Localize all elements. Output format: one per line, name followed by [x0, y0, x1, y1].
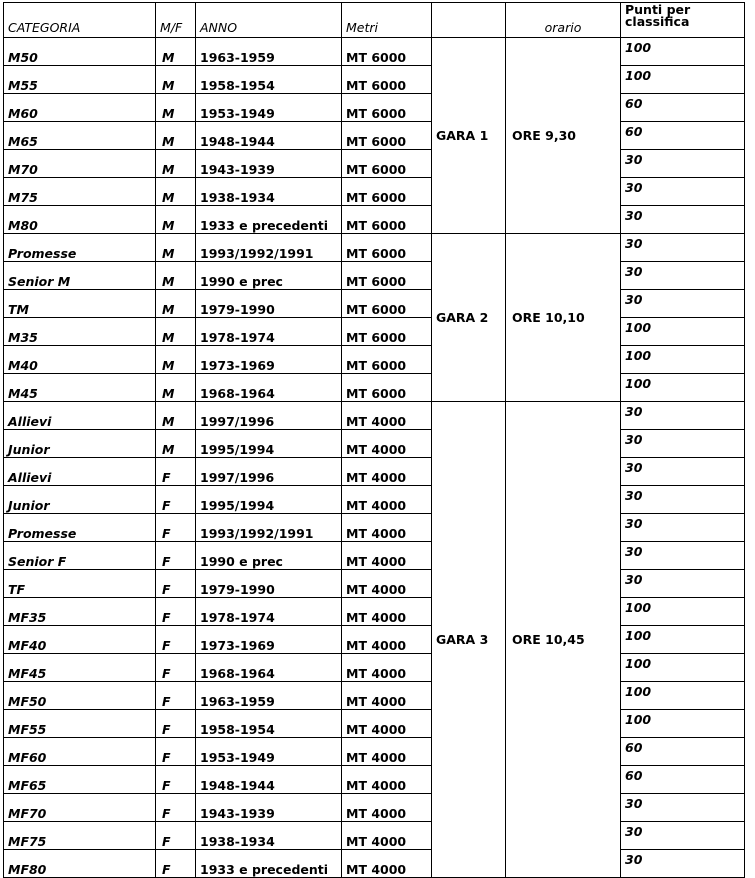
cell-punti: 100	[621, 626, 745, 654]
cell-categoria: TF	[4, 570, 156, 598]
cell-punti: 100	[621, 682, 745, 710]
cell-metri: MT 4000	[342, 402, 432, 430]
cell-metri: MT 4000	[342, 626, 432, 654]
cell-punti: 30	[621, 150, 745, 178]
cell-metri: MT 4000	[342, 430, 432, 458]
cell-mf: M	[156, 318, 196, 346]
cell-orario: ORE 9,30	[506, 38, 621, 234]
cell-anno: 1958-1954	[196, 710, 342, 738]
table-row	[4, 542, 745, 570]
cell-mf: M	[156, 234, 196, 262]
cell-punti: 30	[621, 850, 745, 878]
table-row	[4, 206, 745, 234]
cell-punti: 30	[621, 514, 745, 542]
cell-categoria: MF80	[4, 850, 156, 878]
cell-metri: MT 6000	[342, 178, 432, 206]
cell-metri: MT 6000	[342, 346, 432, 374]
cell-metri: MT 6000	[342, 66, 432, 94]
cell-mf: M	[156, 430, 196, 458]
cell-anno: 1993/1992/1991	[196, 514, 342, 542]
table-row	[4, 346, 745, 374]
table-row	[4, 402, 745, 430]
cell-mf: F	[156, 458, 196, 486]
table-row	[4, 94, 745, 122]
cell-punti: 100	[621, 66, 745, 94]
cell-metri: MT 6000	[342, 290, 432, 318]
cell-punti: 30	[621, 234, 745, 262]
table-header	[4, 3, 745, 38]
header-gara	[432, 3, 506, 38]
cell-punti: 100	[621, 318, 745, 346]
cell-punti: 100	[621, 346, 745, 374]
cell-metri: MT 4000	[342, 542, 432, 570]
cell-mf: F	[156, 738, 196, 766]
cell-mf: F	[156, 850, 196, 878]
cell-metri: MT 6000	[342, 38, 432, 66]
cell-categoria: MF60	[4, 738, 156, 766]
cell-metri: MT 6000	[342, 206, 432, 234]
table-row	[4, 794, 745, 822]
cell-anno: 1979-1990	[196, 570, 342, 598]
table-row	[4, 570, 745, 598]
cell-punti: 30	[621, 430, 745, 458]
cell-punti: 30	[621, 822, 745, 850]
header-orario: orario	[506, 3, 621, 38]
cell-gara: GARA 3	[432, 402, 506, 878]
cell-punti: 60	[621, 738, 745, 766]
cell-categoria: Junior	[4, 486, 156, 514]
table-row	[4, 150, 745, 178]
cell-punti: 30	[621, 178, 745, 206]
cell-punti: 30	[621, 262, 745, 290]
cell-categoria: MF40	[4, 626, 156, 654]
cell-metri: MT 4000	[342, 570, 432, 598]
table-row	[4, 850, 745, 878]
table-row	[4, 290, 745, 318]
cell-categoria: M75	[4, 178, 156, 206]
table-row	[4, 598, 745, 626]
cell-categoria: Senior F	[4, 542, 156, 570]
cell-mf: M	[156, 94, 196, 122]
header-row	[4, 3, 745, 38]
cell-anno: 1995/1994	[196, 430, 342, 458]
cell-punti: 100	[621, 38, 745, 66]
cell-anno: 1933 e precedenti	[196, 850, 342, 878]
cell-metri: MT 6000	[342, 150, 432, 178]
cell-punti: 100	[621, 598, 745, 626]
cell-punti: 100	[621, 710, 745, 738]
cell-metri: MT 4000	[342, 766, 432, 794]
cell-punti: 30	[621, 486, 745, 514]
table-row	[4, 458, 745, 486]
cell-mf: F	[156, 682, 196, 710]
cell-mf: M	[156, 346, 196, 374]
cell-categoria: MF70	[4, 794, 156, 822]
cell-orario: ORE 10,45	[506, 402, 621, 878]
cell-anno: 1948-1944	[196, 766, 342, 794]
cell-categoria: M35	[4, 318, 156, 346]
cell-mf: F	[156, 822, 196, 850]
cell-anno: 1973-1969	[196, 346, 342, 374]
header-punti	[621, 3, 745, 38]
cell-mf: M	[156, 150, 196, 178]
cell-categoria: M50	[4, 38, 156, 66]
cell-categoria: MF75	[4, 822, 156, 850]
header-punti-line2: classifica	[625, 14, 690, 29]
table-row	[4, 710, 745, 738]
cell-anno: 1997/1996	[196, 402, 342, 430]
cell-metri: MT 4000	[342, 794, 432, 822]
cell-mf: F	[156, 766, 196, 794]
cell-categoria: Senior M	[4, 262, 156, 290]
table-row	[4, 374, 745, 402]
cell-anno: 1963-1959	[196, 682, 342, 710]
cell-categoria: MF65	[4, 766, 156, 794]
header-mf: M/F	[156, 3, 196, 38]
cell-anno: 1958-1954	[196, 66, 342, 94]
cell-mf: F	[156, 598, 196, 626]
cell-categoria: Junior	[4, 430, 156, 458]
cell-mf: M	[156, 402, 196, 430]
cell-mf: F	[156, 626, 196, 654]
table-row	[4, 822, 745, 850]
cell-anno: 1978-1974	[196, 318, 342, 346]
cell-metri: MT 4000	[342, 710, 432, 738]
cell-categoria: MF50	[4, 682, 156, 710]
cell-punti: 60	[621, 94, 745, 122]
cell-anno: 1943-1939	[196, 794, 342, 822]
cell-anno: 1953-1949	[196, 94, 342, 122]
cell-metri: MT 4000	[342, 682, 432, 710]
cell-gara: GARA 1	[432, 38, 506, 234]
table-row	[4, 66, 745, 94]
cell-mf: F	[156, 794, 196, 822]
header-metri: Metri	[342, 3, 432, 38]
cell-mf: M	[156, 66, 196, 94]
cell-categoria: M55	[4, 66, 156, 94]
cell-mf: M	[156, 178, 196, 206]
cell-anno: 1973-1969	[196, 626, 342, 654]
cell-punti: 30	[621, 206, 745, 234]
header-punti-line1: Punti per	[625, 2, 691, 17]
cell-punti: 30	[621, 402, 745, 430]
cell-mf: M	[156, 38, 196, 66]
table-row	[4, 766, 745, 794]
cell-metri: MT 4000	[342, 598, 432, 626]
cell-categoria: M65	[4, 122, 156, 150]
cell-metri: MT 6000	[342, 234, 432, 262]
table-row	[4, 430, 745, 458]
cell-anno: 1968-1964	[196, 654, 342, 682]
table-row	[4, 486, 745, 514]
cell-mf: M	[156, 374, 196, 402]
cell-mf: M	[156, 122, 196, 150]
cell-categoria: Allievi	[4, 458, 156, 486]
table-row	[4, 38, 745, 66]
cell-anno: 1990 e prec	[196, 262, 342, 290]
table-row	[4, 122, 745, 150]
cell-categoria: MF35	[4, 598, 156, 626]
cell-categoria: M45	[4, 374, 156, 402]
cell-anno: 1995/1994	[196, 486, 342, 514]
cell-metri: MT 4000	[342, 458, 432, 486]
table-row	[4, 626, 745, 654]
cell-categoria: MF45	[4, 654, 156, 682]
cell-punti: 100	[621, 654, 745, 682]
cell-categoria: M70	[4, 150, 156, 178]
cell-categoria: Allievi	[4, 402, 156, 430]
table-row	[4, 514, 745, 542]
cell-categoria: MF55	[4, 710, 156, 738]
cell-categoria: M60	[4, 94, 156, 122]
cell-categoria: M80	[4, 206, 156, 234]
cell-mf: F	[156, 710, 196, 738]
cell-metri: MT 4000	[342, 486, 432, 514]
cell-mf: F	[156, 654, 196, 682]
cell-mf: M	[156, 290, 196, 318]
cell-metri: MT 4000	[342, 654, 432, 682]
cell-metri: MT 4000	[342, 514, 432, 542]
cell-mf: F	[156, 514, 196, 542]
table-row	[4, 178, 745, 206]
cell-orario: ORE 10,10	[506, 234, 621, 402]
cell-anno: 1978-1974	[196, 598, 342, 626]
cell-anno: 1968-1964	[196, 374, 342, 402]
cell-metri: MT 6000	[342, 94, 432, 122]
cell-punti: 30	[621, 542, 745, 570]
cell-metri: MT 4000	[342, 822, 432, 850]
table-row	[4, 318, 745, 346]
header-categoria: CATEGORIA	[4, 3, 156, 38]
cell-punti: 30	[621, 458, 745, 486]
cell-categoria: Promesse	[4, 234, 156, 262]
cell-punti: 60	[621, 766, 745, 794]
cell-mf: M	[156, 206, 196, 234]
cell-mf: M	[156, 262, 196, 290]
cell-punti: 30	[621, 570, 745, 598]
cell-anno: 1979-1990	[196, 290, 342, 318]
cell-mf: F	[156, 486, 196, 514]
cell-anno: 1953-1949	[196, 738, 342, 766]
cell-anno: 1993/1992/1991	[196, 234, 342, 262]
table-row	[4, 262, 745, 290]
cell-categoria: M40	[4, 346, 156, 374]
cell-anno: 1938-1934	[196, 822, 342, 850]
cell-anno: 1943-1939	[196, 150, 342, 178]
cell-anno: 1948-1944	[196, 122, 342, 150]
cell-metri: MT 6000	[342, 374, 432, 402]
cell-metri: MT 6000	[342, 318, 432, 346]
header-anno: ANNO	[196, 3, 342, 38]
table-body	[4, 38, 745, 878]
table-row	[4, 682, 745, 710]
cell-metri: MT 4000	[342, 738, 432, 766]
table-row	[4, 738, 745, 766]
cell-mf: F	[156, 570, 196, 598]
cell-anno: 1933 e precedenti	[196, 206, 342, 234]
cell-punti: 100	[621, 374, 745, 402]
cell-metri: MT 6000	[342, 122, 432, 150]
cell-anno: 1938-1934	[196, 178, 342, 206]
cell-metri: MT 4000	[342, 850, 432, 878]
cell-anno: 1997/1996	[196, 458, 342, 486]
cell-categoria: Promesse	[4, 514, 156, 542]
cell-punti: 30	[621, 290, 745, 318]
cell-categoria: TM	[4, 290, 156, 318]
table-row	[4, 654, 745, 682]
cell-metri: MT 6000	[342, 262, 432, 290]
cell-punti: 30	[621, 794, 745, 822]
cell-mf: F	[156, 542, 196, 570]
cell-gara: GARA 2	[432, 234, 506, 402]
cell-anno: 1963-1959	[196, 38, 342, 66]
table-row	[4, 234, 745, 262]
cell-punti: 60	[621, 122, 745, 150]
categories-table	[3, 2, 745, 878]
cell-anno: 1990 e prec	[196, 542, 342, 570]
